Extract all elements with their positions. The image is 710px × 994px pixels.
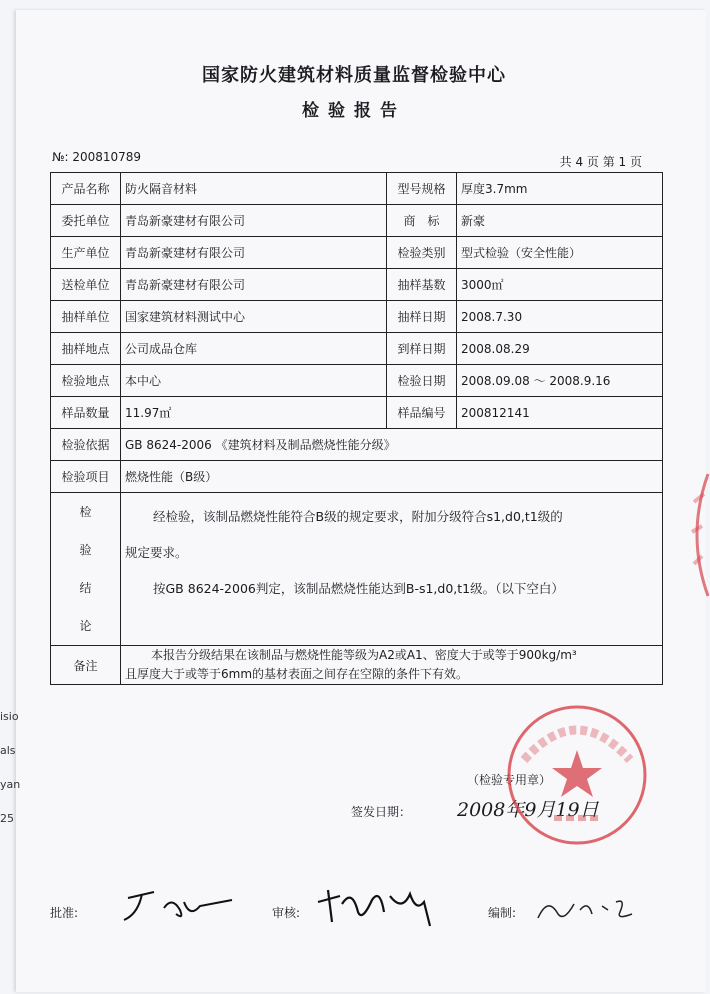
sender-value: 青岛新豪建材有限公司 <box>121 269 387 301</box>
conclusion-para1-line1: 经检验，该制品燃烧性能符合B级的规定要求，附加分级符合s1,d0,t1级的 <box>153 509 563 524</box>
sampling-date-value: 2008.7.30 <box>457 301 663 333</box>
manufacturer-value: 青岛新豪建材有限公司 <box>121 237 387 269</box>
item-label: 检验项目 <box>51 461 121 493</box>
test-place-label: 检验地点 <box>51 365 121 397</box>
issue-date-handwritten: 2008年9月19日 <box>457 799 599 821</box>
sampling-place-label: 抽样地点 <box>51 333 121 365</box>
item-value: 燃烧性能（B级） <box>121 461 663 493</box>
page-indicator: 共 4 页 第 1 页 <box>559 155 642 169</box>
bleed-line: isio <box>0 710 19 723</box>
sample-base-label: 抽样基数 <box>387 269 457 301</box>
conclusion-label-char: 验 <box>79 543 92 557</box>
sample-qty-label: 样品数量 <box>51 397 121 429</box>
sample-no-label: 样品编号 <box>387 397 457 429</box>
conclusion-para2: 按GB 8624-2006判定，该制品燃烧性能达到B-s1,d0,t1级。（以下空白） <box>153 581 564 596</box>
partial-stamp-edge <box>680 470 710 600</box>
report-title: 检验报告 <box>302 101 406 121</box>
sampler-value: 国家建筑材料测试中心 <box>121 301 387 333</box>
report-form <box>50 172 663 821</box>
sample-no-value: 200812141 <box>457 397 663 429</box>
product-name-value: 防火隔音材料 <box>121 173 387 205</box>
sampler-label: 抽样单位 <box>51 301 121 333</box>
bleed-line: yan <box>0 778 21 791</box>
test-date-value: 2008.09.08 ～ 2008.9.16 <box>457 365 663 397</box>
reviewer-label: 审核: <box>272 906 301 920</box>
sampling-date-label: 抽样日期 <box>387 301 457 333</box>
brand-value: 新豪 <box>457 205 663 237</box>
institute-title: 国家防火建筑材料质量监督检验中心 <box>202 65 506 86</box>
manufacturer-label: 生产单位 <box>51 237 121 269</box>
model-value: 厚度3.7mm <box>457 173 663 205</box>
arrival-date-value: 2008.08.29 <box>457 333 663 365</box>
compiler-signature <box>530 890 640 926</box>
remarks-body <box>121 646 663 685</box>
test-date-label: 检验日期 <box>387 365 457 397</box>
product-name-label: 产品名称 <box>51 173 121 205</box>
conclusion-label-char: 结 <box>79 581 92 595</box>
test-place-value: 本中心 <box>121 365 387 397</box>
basis-label: 检验依据 <box>51 429 121 461</box>
remarks-line1: 本报告分级结果在该制品与燃烧性能等级为A2或A1、密度大于或等于900kg/m³ <box>151 648 577 662</box>
test-type-value: 型式检验（安全性能） <box>457 237 663 269</box>
sampling-place-value: 公司成品仓库 <box>121 333 387 365</box>
issue-date-label: 签发日期： <box>351 805 412 819</box>
sample-base-value: 3000㎡ <box>457 269 663 301</box>
bleed-line: als <box>0 744 16 757</box>
conclusion-label <box>51 493 121 646</box>
model-label: 型号规格 <box>387 173 457 205</box>
reviewer-signature <box>312 882 442 930</box>
compiler-label: 编制: <box>488 906 517 920</box>
conclusion-label-char: 检 <box>79 505 92 519</box>
bleed-line: 25 <box>0 812 14 825</box>
client-value: 青岛新豪建材有限公司 <box>121 205 387 237</box>
client-label: 委托单位 <box>51 205 121 237</box>
sender-label: 送检单位 <box>51 269 121 301</box>
stamp-caption: （检验专用章） <box>467 773 552 787</box>
document-number: №: 200810789 <box>52 150 142 164</box>
conclusion-label-char: 论 <box>79 619 92 633</box>
approver-signature <box>120 884 240 928</box>
inspection-seal-stamp <box>502 700 652 850</box>
basis-value: GB 8624-2006 《建筑材料及制品燃烧性能分级》 <box>121 429 663 461</box>
remarks-label: 备注 <box>51 646 121 685</box>
test-type-label: 检验类别 <box>387 237 457 269</box>
brand-label: 商 标 <box>387 205 457 237</box>
arrival-date-label: 到样日期 <box>387 333 457 365</box>
approver-label: 批准: <box>50 906 79 920</box>
conclusion-para1-line2: 规定要求。 <box>125 545 188 560</box>
adjacent-page-bleed <box>0 700 22 836</box>
sample-qty-value: 11.97㎡ <box>121 397 387 429</box>
remarks-line2: 且厚度大于或等于6mm的基材表面之间存在空隙的条件下有效。 <box>125 667 469 681</box>
